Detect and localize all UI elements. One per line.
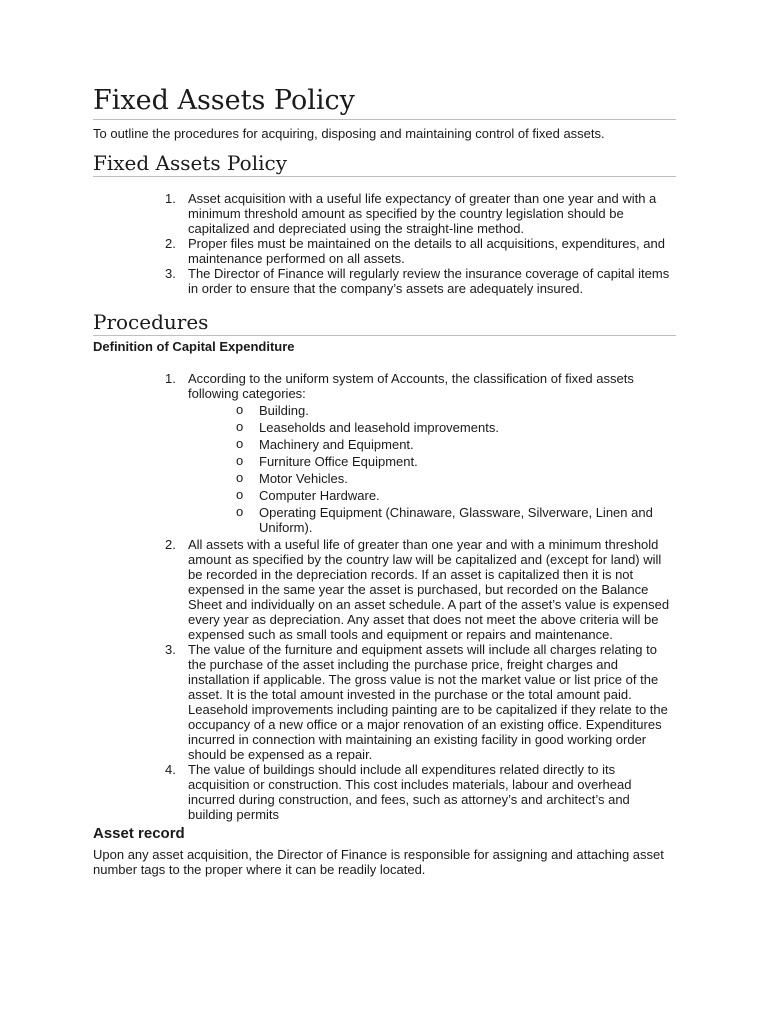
list-number: 3. bbox=[165, 266, 176, 281]
bullet-icon: o bbox=[236, 419, 244, 434]
category-item bbox=[236, 419, 676, 435]
procedures-heading: Procedures bbox=[93, 309, 676, 336]
list-number: 1. bbox=[165, 191, 176, 206]
policy-item-text: Asset acquisition with a useful life expectancy of greater than one year and with a minimum threshold amount as specified by the country legislation should be capitalized and depreciated using the straight-line method. bbox=[188, 191, 657, 236]
bullet-icon: o bbox=[236, 453, 244, 468]
policy-item bbox=[165, 236, 676, 266]
category-text: Building. bbox=[259, 403, 309, 418]
procedure-item-text: The value of the furniture and equipment assets will include all charges relating to the purchase of the asset including the purchase price, freight charges and installation if applicable. The gross value is not the market value or list price of the asset. It is the total amount invested in the purchase or the total amount paid. Leasehold improvements including painting are to be capitalized if they relate to the occupancy of a new office or a major renovation of an existing office. Expenditures incurred in connection with maintaining an existing facility in good working order should be expensed as a repair. bbox=[188, 642, 668, 762]
category-text: Furniture Office Equipment. bbox=[259, 454, 418, 469]
policy-item bbox=[165, 191, 676, 236]
procedure-item bbox=[165, 371, 676, 535]
bullet-icon: o bbox=[236, 504, 244, 519]
document-page bbox=[93, 84, 676, 877]
category-text: Motor Vehicles. bbox=[259, 471, 348, 486]
asset-record-heading: Asset record bbox=[93, 825, 185, 842]
category-item bbox=[236, 453, 676, 469]
bullet-icon: o bbox=[236, 402, 244, 417]
procedure-item bbox=[165, 642, 676, 762]
list-number: 2. bbox=[165, 537, 176, 552]
policy-item-text: The Director of Finance will regularly review the insurance coverage of capital items in order to ensure that the company’s assets are adequately insured. bbox=[188, 266, 670, 296]
procedure-item-text: The value of buildings should include all expenditures related directly to its acquisition or construction. This cost includes materials, labour and overhead incurred during construction, and fees, such as attorney’s and architect’s and building permits bbox=[188, 762, 632, 822]
procedure-item-text: All assets with a useful life of greater than one year and with a minimum threshold amount as specified by the country law will be capitalized and (except for land) will be recorded in the depreciation records. If an asset is capitalized then it is not expensed in the same year the asset is purchased, but recorded on the Balance Sheet and individually on an asset schedule. A part of the asset’s value is expensed every year as depreciation. Any asset that does not meet the above criteria will be expensed such as small tools and equipment or repairs and maintenance. bbox=[188, 537, 670, 642]
policy-item-text: Proper files must be maintained on the details to all acquisitions, expenditures, and maintenance performed on all assets. bbox=[188, 236, 665, 266]
procedures-list bbox=[93, 371, 676, 822]
category-text: Machinery and Equipment. bbox=[259, 437, 414, 452]
category-text: Operating Equipment (Chinaware, Glassware, Silverware, Linen and Uniform). bbox=[259, 505, 653, 535]
list-number: 1. bbox=[165, 371, 176, 386]
category-item bbox=[236, 487, 676, 503]
category-text: Leaseholds and leasehold improvements. bbox=[259, 420, 499, 435]
list-number: 3. bbox=[165, 642, 176, 657]
category-item bbox=[236, 504, 676, 535]
intro-text: To outline the procedures for acquiring, disposing and maintaining control of fixed assets. bbox=[93, 126, 605, 141]
list-number: 4. bbox=[165, 762, 176, 777]
policy-list bbox=[93, 191, 676, 296]
category-item bbox=[236, 436, 676, 452]
category-item bbox=[236, 470, 676, 486]
bullet-icon: o bbox=[236, 487, 244, 502]
category-item bbox=[236, 402, 676, 418]
procedure-item-text: According to the uniform system of Accounts, the classification of fixed assets following categories: bbox=[188, 371, 634, 401]
policy-item bbox=[165, 266, 676, 296]
document-title: Fixed Assets Policy bbox=[93, 84, 676, 120]
policy-heading: Fixed Assets Policy bbox=[93, 150, 676, 177]
category-list bbox=[188, 403, 676, 535]
list-number: 2. bbox=[165, 236, 176, 251]
category-text: Computer Hardware. bbox=[259, 488, 380, 503]
asset-record-text: Upon any asset acquisition, the Director of Finance is responsible for assigning and attaching asset number tags to the proper where it can be readily located. bbox=[93, 847, 664, 877]
capital-expenditure-subheading: Definition of Capital Expenditure bbox=[93, 339, 295, 354]
procedure-item bbox=[165, 762, 676, 822]
bullet-icon: o bbox=[236, 470, 244, 485]
procedure-item bbox=[165, 537, 676, 642]
bullet-icon: o bbox=[236, 436, 244, 451]
